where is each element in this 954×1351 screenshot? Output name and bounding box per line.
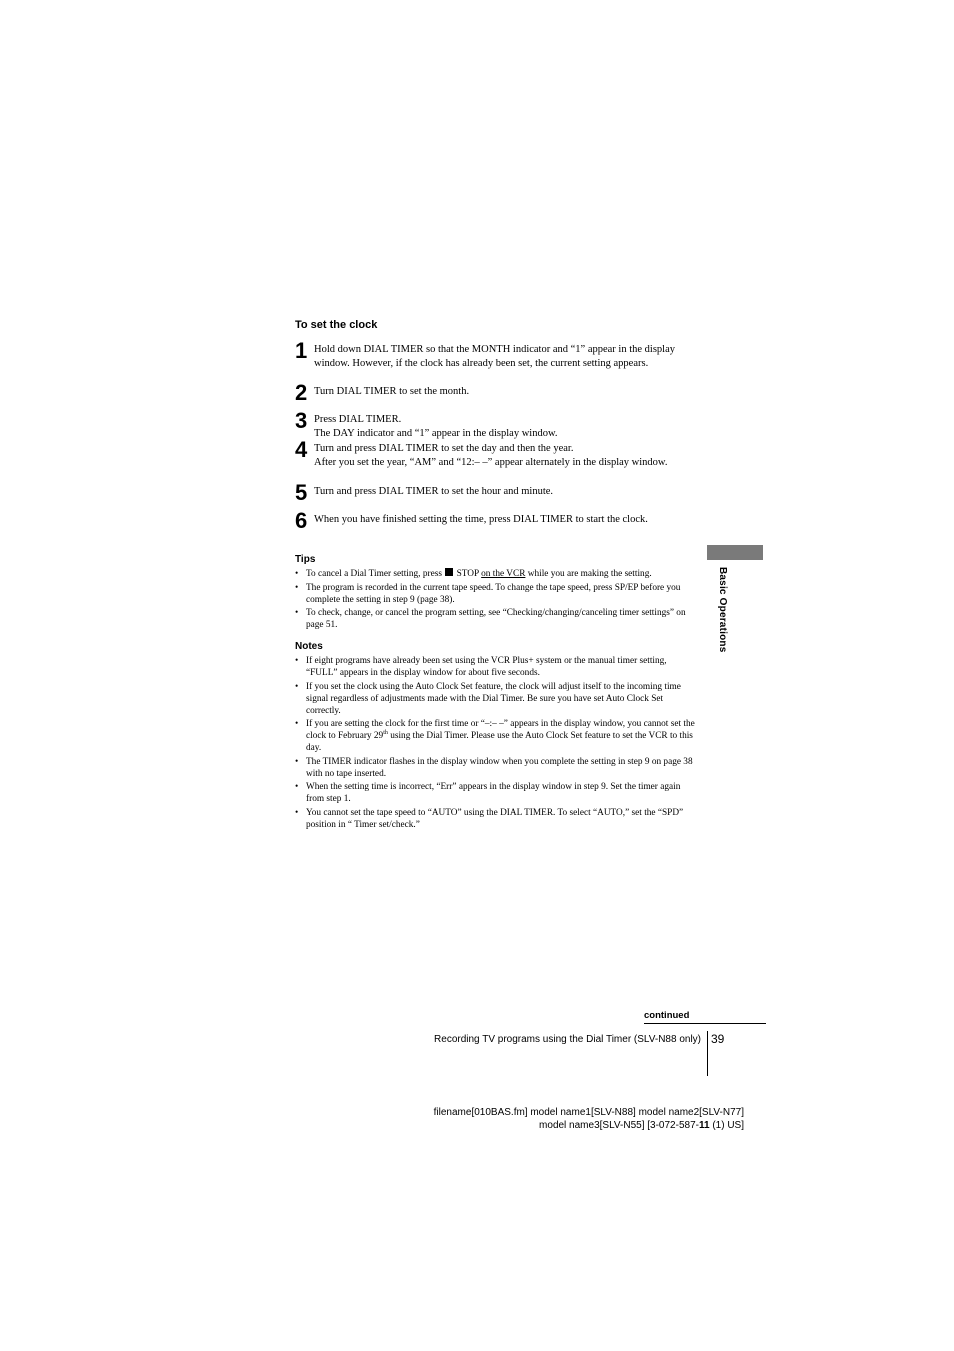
step-number: 6 <box>295 508 308 533</box>
notes-heading: Notes <box>295 641 323 652</box>
step-text: When you have finished setting the time, press DIAL TIMER to start the clock. <box>314 514 648 525</box>
continued-label: continued <box>644 1010 690 1021</box>
list-item: • When the setting time is incorrect, “Err” appears in the display window in step 9. Set the timer again from step 1. <box>295 781 695 805</box>
list-item: • If eight programs have already been set using the VCR Plus+ system or the manual timer setting, “FULL” appears in the display window for about five seconds. <box>295 655 695 679</box>
step-text: Press DIAL TIMER. The DAY indicator and “1” appear in the display window. <box>314 414 558 439</box>
step-text: Turn and press DIAL TIMER to set the hour and minute. <box>314 486 554 497</box>
file-info-line-2: model name3[SLV-N55] [3-072-587-11 (1) US] <box>539 1120 744 1131</box>
stop-icon <box>445 568 453 576</box>
list-item: • You cannot set the tape speed to “AUTO” using the DIAL TIMER. To select “AUTO,” set the “SPD” position in “ Timer set/check.” <box>295 807 695 831</box>
section-tab <box>707 545 763 560</box>
list-item: • To check, change, or cancel the program setting, see “Checking/changing/canceling timer settings” on page 51. <box>295 607 695 631</box>
list-item: • If you set the clock using the Auto Clock Set feature, the clock will adjust itself to the incoming time signal regardless of adjustments made with the Dial Timer. Be sure you have set Auto Clock Set correctly. <box>295 681 695 717</box>
section-title: To set the clock <box>295 319 378 331</box>
step-number: 3 <box>295 408 308 433</box>
step-text: Turn DIAL TIMER to set the month. <box>314 386 470 397</box>
page-number: 39 <box>711 1032 725 1046</box>
list-item: • To cancel a Dial Timer setting, press STOP on the VCR while you are making the setting. <box>295 568 695 580</box>
step-number: 1 <box>295 338 308 363</box>
footer-divider <box>707 1031 708 1076</box>
file-info-line-1: filename[010BAS.fm] model name1[SLV-N88] model name2[SLV-N77] <box>433 1107 744 1118</box>
step-number: 4 <box>295 437 308 462</box>
step-text: Hold down DIAL TIMER so that the MONTH indicator and “1” appear in the display window. However, if the clock has already been set, the current setting appears. <box>314 344 676 369</box>
notes-list <box>295 655 695 832</box>
running-footer-title: Recording TV programs using the Dial Timer (SLV-N88 only) <box>434 1034 701 1045</box>
step-text: Turn and press DIAL TIMER to set the day and then the year. After you set the year, “AM” and “12:– –” appear alternately in the display window. <box>314 443 668 468</box>
section-tab-label: Basic Operations <box>717 567 728 653</box>
list-item: • If you are setting the clock for the first time or “–:– –” appears in the display window, you cannot set the clock to February 29th using the Dial Timer. Please use the Auto Clock Set feature to set the VCR to this day. <box>295 718 695 754</box>
vcr-link-text: on the VCR <box>481 569 526 579</box>
list-item: • The TIMER indicator flashes in the display window when you complete the setting in step 9 on page 38 with no tape inserted. <box>295 756 695 780</box>
footer-rule <box>644 1023 766 1024</box>
file-info <box>434 1106 744 1132</box>
tips-list <box>295 568 695 633</box>
step-number: 2 <box>295 380 308 405</box>
step-number: 5 <box>295 480 308 505</box>
tips-heading: Tips <box>295 554 316 565</box>
list-item: • The program is recorded in the current tape speed. To change the tape speed, press SP/EP before you complete the setting in step 9 (page 38). <box>295 582 695 606</box>
